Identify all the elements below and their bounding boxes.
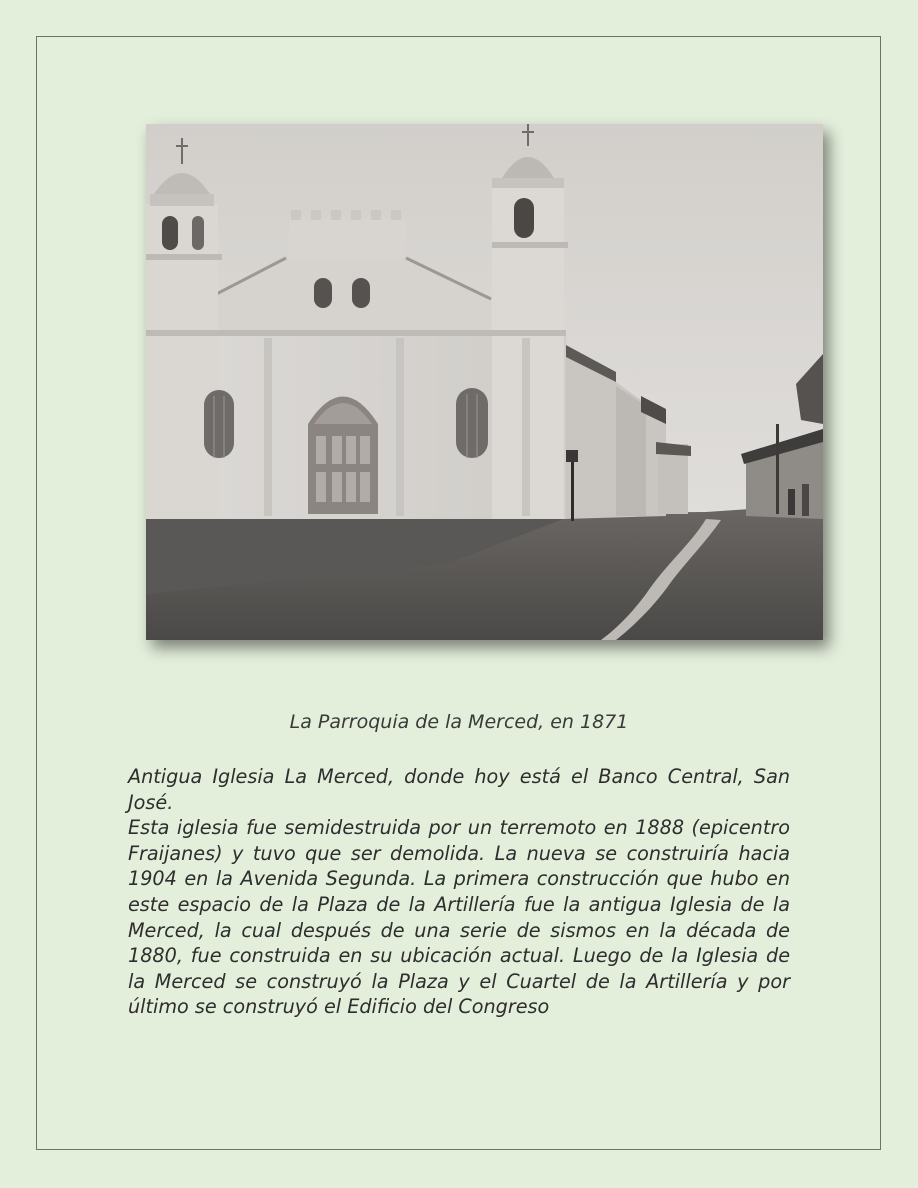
photo-caption: La Parroquia de la Merced, en 1871 (289, 711, 629, 733)
church-photo-illustration (146, 124, 823, 640)
church-photograph (146, 124, 823, 640)
paragraph-location: Antigua Iglesia La Merced, donde hoy está el Banco Central, San José. (128, 765, 790, 814)
paragraph-history: Esta iglesia fue semidestruida por un terremoto en 1888 (epicentro Fraijanes) y tuvo que ser demolida. La nueva se construiría hacia 1904 en la Avenida Segunda. La primera construcción que hubo en este espacio de la Plaza de la Artillería fue la antigua Iglesia de la Merced, la cual después de una serie de sismos en la década de 1880, fue construida en su ubicación actual. Luego de la Iglesia de la Merced se construyó la Plaza y el Cuartel de la Artillería y por último se construyó el Edificio del Congreso (128, 816, 790, 1019)
description-text (128, 764, 790, 1020)
